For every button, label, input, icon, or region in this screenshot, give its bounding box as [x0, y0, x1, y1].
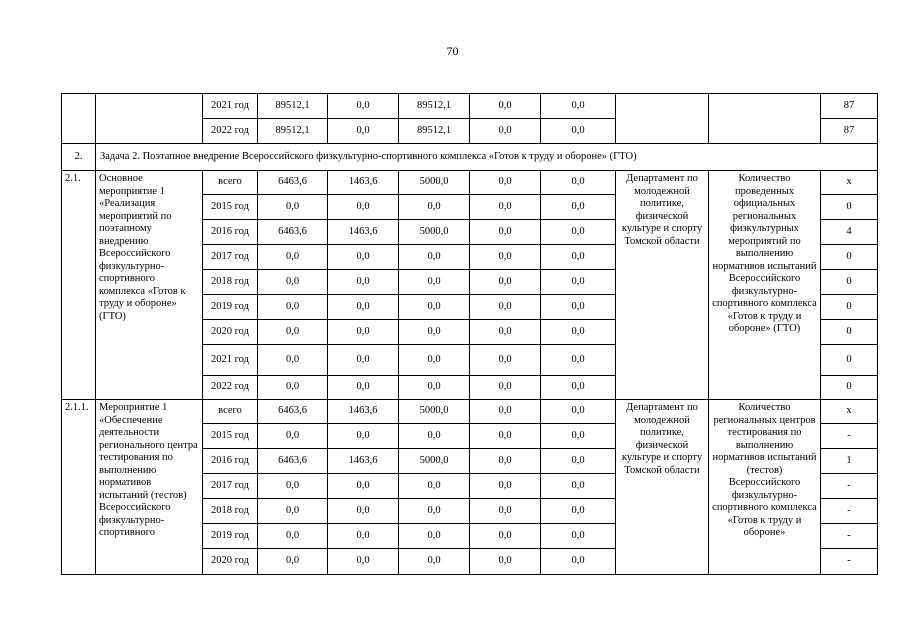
federal-amount-cell: 0,0 [328, 524, 399, 549]
year-cell: 2018 год [203, 270, 258, 295]
federal-amount-cell: 0,0 [328, 376, 399, 400]
total-amount-cell: 0,0 [258, 549, 328, 575]
federal-amount-cell: 0,0 [328, 270, 399, 295]
local-amount-cell: 0,0 [470, 119, 541, 144]
total-amount-cell: 0,0 [258, 295, 328, 320]
extra-amount-cell: 0,0 [541, 549, 616, 575]
name-cell [96, 94, 203, 144]
total-amount-cell: 0,0 [258, 376, 328, 400]
indicator-value-cell: 4 [821, 220, 878, 245]
year-cell: 2018 год [203, 499, 258, 524]
indicator-value-cell: - [821, 424, 878, 449]
year-cell: 2020 год [203, 320, 258, 345]
total-amount-cell: 0,0 [258, 424, 328, 449]
extra-amount-cell: 0,0 [541, 171, 616, 195]
extra-amount-cell: 0,0 [541, 400, 616, 424]
federal-amount-cell: 0,0 [328, 245, 399, 270]
extra-amount-cell: 0,0 [541, 499, 616, 524]
local-amount-cell: 0,0 [470, 195, 541, 220]
local-amount-cell: 0,0 [470, 424, 541, 449]
regional-amount-cell: 0,0 [399, 320, 470, 345]
total-amount-cell: 0,0 [258, 474, 328, 499]
extra-amount-cell: 0,0 [541, 119, 616, 144]
local-amount-cell: 0,0 [470, 345, 541, 376]
local-amount-cell: 0,0 [470, 376, 541, 400]
year-cell: 2022 год [203, 376, 258, 400]
task-number-cell: 2. [62, 144, 96, 171]
indicator-value-cell: 0 [821, 195, 878, 220]
regional-amount-cell: 0,0 [399, 345, 470, 376]
indicator-value-cell: - [821, 549, 878, 575]
year-cell: 2022 год [203, 119, 258, 144]
year-cell: 2016 год [203, 220, 258, 245]
year-cell: 2015 год [203, 195, 258, 220]
indicator-value-cell: 87 [821, 94, 878, 119]
year-cell: 2019 год [203, 295, 258, 320]
regional-amount-cell: 5000,0 [399, 171, 470, 195]
regional-amount-cell: 0,0 [399, 424, 470, 449]
total-amount-cell: 0,0 [258, 320, 328, 345]
total-amount-cell: 0,0 [258, 270, 328, 295]
federal-amount-cell: 0,0 [328, 549, 399, 575]
federal-amount-cell: 0,0 [328, 195, 399, 220]
regional-amount-cell: 0,0 [399, 524, 470, 549]
indicator-value-cell: 0 [821, 270, 878, 295]
indicator-value-cell: 0 [821, 245, 878, 270]
budget-table [61, 93, 878, 575]
federal-amount-cell: 0,0 [328, 295, 399, 320]
total-amount-cell: 0,0 [258, 499, 328, 524]
table-row [62, 171, 878, 195]
local-amount-cell: 0,0 [470, 171, 541, 195]
indicator-value-cell: 0 [821, 345, 878, 376]
regional-amount-cell: 0,0 [399, 499, 470, 524]
indicator-value-cell: 87 [821, 119, 878, 144]
local-amount-cell: 0,0 [470, 295, 541, 320]
regional-amount-cell: 89512,1 [399, 119, 470, 144]
year-cell: 2021 год [203, 345, 258, 376]
executor-cell: Департамент по молодежной политике, физической культуре и спорту Томской области [616, 400, 709, 575]
extra-amount-cell: 0,0 [541, 424, 616, 449]
federal-amount-cell: 0,0 [328, 474, 399, 499]
local-amount-cell: 0,0 [470, 245, 541, 270]
year-cell: 2016 год [203, 449, 258, 474]
regional-amount-cell: 0,0 [399, 270, 470, 295]
indicator-cell: Количество проведенных официальных региональных физкультурных мероприятий по выполнению нормативов испытаний Всероссийского физкультурно-спортивного комплекса «Готов к труду и обороне» (ГТО) [709, 171, 821, 400]
local-amount-cell: 0,0 [470, 474, 541, 499]
indicator-cell [709, 94, 821, 144]
year-cell: всего [203, 400, 258, 424]
extra-amount-cell: 0,0 [541, 449, 616, 474]
extra-amount-cell: 0,0 [541, 295, 616, 320]
year-cell: 2015 год [203, 424, 258, 449]
total-amount-cell: 0,0 [258, 345, 328, 376]
year-cell: 2020 год [203, 549, 258, 575]
task-title-cell: Задача 2. Поэтапное внедрение Всероссийского физкультурно-спортивного комплекса «Готов к труду и обороне» (ГТО) [96, 144, 878, 171]
federal-amount-cell: 1463,6 [328, 400, 399, 424]
total-amount-cell: 89512,1 [258, 94, 328, 119]
extra-amount-cell: 0,0 [541, 474, 616, 499]
indicator-value-cell: 1 [821, 449, 878, 474]
local-amount-cell: 0,0 [470, 400, 541, 424]
federal-amount-cell: 0,0 [328, 345, 399, 376]
extra-amount-cell: 0,0 [541, 94, 616, 119]
local-amount-cell: 0,0 [470, 320, 541, 345]
table-row [62, 400, 878, 424]
local-amount-cell: 0,0 [470, 220, 541, 245]
regional-amount-cell: 5000,0 [399, 400, 470, 424]
local-amount-cell: 0,0 [470, 549, 541, 575]
year-cell: всего [203, 171, 258, 195]
federal-amount-cell: 0,0 [328, 320, 399, 345]
event-name-cell: Мероприятие 1 «Обеспечение деятельности регионального центра тестирования по выполнению нормативов испытаний (тестов) Всероссийского физкультурно-спортивного [96, 400, 203, 575]
executor-cell [616, 94, 709, 144]
table-row [62, 94, 878, 119]
federal-amount-cell: 1463,6 [328, 220, 399, 245]
regional-amount-cell: 5000,0 [399, 220, 470, 245]
year-cell: 2017 год [203, 245, 258, 270]
year-cell: 2017 год [203, 474, 258, 499]
total-amount-cell: 6463,6 [258, 449, 328, 474]
regional-amount-cell: 0,0 [399, 474, 470, 499]
total-amount-cell: 0,0 [258, 195, 328, 220]
extra-amount-cell: 0,0 [541, 195, 616, 220]
local-amount-cell: 0,0 [470, 524, 541, 549]
total-amount-cell: 6463,6 [258, 220, 328, 245]
local-amount-cell: 0,0 [470, 94, 541, 119]
federal-amount-cell: 0,0 [328, 119, 399, 144]
extra-amount-cell: 0,0 [541, 345, 616, 376]
regional-amount-cell: 0,0 [399, 376, 470, 400]
total-amount-cell: 6463,6 [258, 400, 328, 424]
event-name-cell: Основное мероприятие 1 «Реализация мероприятий по поэтапному внедрению Всероссийского физкультурно-спортивного комплекса «Готов к труду и обороне» (ГТО) [96, 171, 203, 400]
extra-amount-cell: 0,0 [541, 245, 616, 270]
extra-amount-cell: 0,0 [541, 320, 616, 345]
task-row [62, 144, 878, 171]
local-amount-cell: 0,0 [470, 270, 541, 295]
federal-amount-cell: 0,0 [328, 94, 399, 119]
indicator-value-cell: 0 [821, 295, 878, 320]
indicator-value-cell: - [821, 524, 878, 549]
local-amount-cell: 0,0 [470, 449, 541, 474]
indicator-value-cell: 0 [821, 320, 878, 345]
event-number-cell: 2.1.1. [62, 400, 96, 575]
federal-amount-cell: 0,0 [328, 424, 399, 449]
total-amount-cell: 0,0 [258, 245, 328, 270]
total-amount-cell: 6463,6 [258, 171, 328, 195]
total-amount-cell: 89512,1 [258, 119, 328, 144]
total-amount-cell: 0,0 [258, 524, 328, 549]
event-number-cell: 2.1. [62, 171, 96, 400]
executor-cell: Департамент по молодежной политике, физической культуре и спорту Томской области [616, 171, 709, 400]
indicator-cell: Количество региональных центров тестирования по выполнению нормативов испытаний (тестов) Всероссийского физкультурно-спортивного комплекса «Готов к труду и обороне» [709, 400, 821, 575]
federal-amount-cell: 1463,6 [328, 449, 399, 474]
regional-amount-cell: 5000,0 [399, 449, 470, 474]
indicator-value-cell: х [821, 400, 878, 424]
indicator-value-cell: 0 [821, 376, 878, 400]
federal-amount-cell: 0,0 [328, 499, 399, 524]
federal-amount-cell: 1463,6 [328, 171, 399, 195]
indicator-value-cell: - [821, 474, 878, 499]
regional-amount-cell: 0,0 [399, 245, 470, 270]
extra-amount-cell: 0,0 [541, 270, 616, 295]
regional-amount-cell: 0,0 [399, 295, 470, 320]
extra-amount-cell: 0,0 [541, 376, 616, 400]
page-number: 70 [446, 44, 459, 58]
number-cell [62, 94, 96, 144]
indicator-value-cell: х [821, 171, 878, 195]
year-cell: 2019 год [203, 524, 258, 549]
regional-amount-cell: 89512,1 [399, 94, 470, 119]
local-amount-cell: 0,0 [470, 499, 541, 524]
extra-amount-cell: 0,0 [541, 524, 616, 549]
indicator-value-cell: - [821, 499, 878, 524]
regional-amount-cell: 0,0 [399, 549, 470, 575]
regional-amount-cell: 0,0 [399, 195, 470, 220]
extra-amount-cell: 0,0 [541, 220, 616, 245]
year-cell: 2021 год [203, 94, 258, 119]
